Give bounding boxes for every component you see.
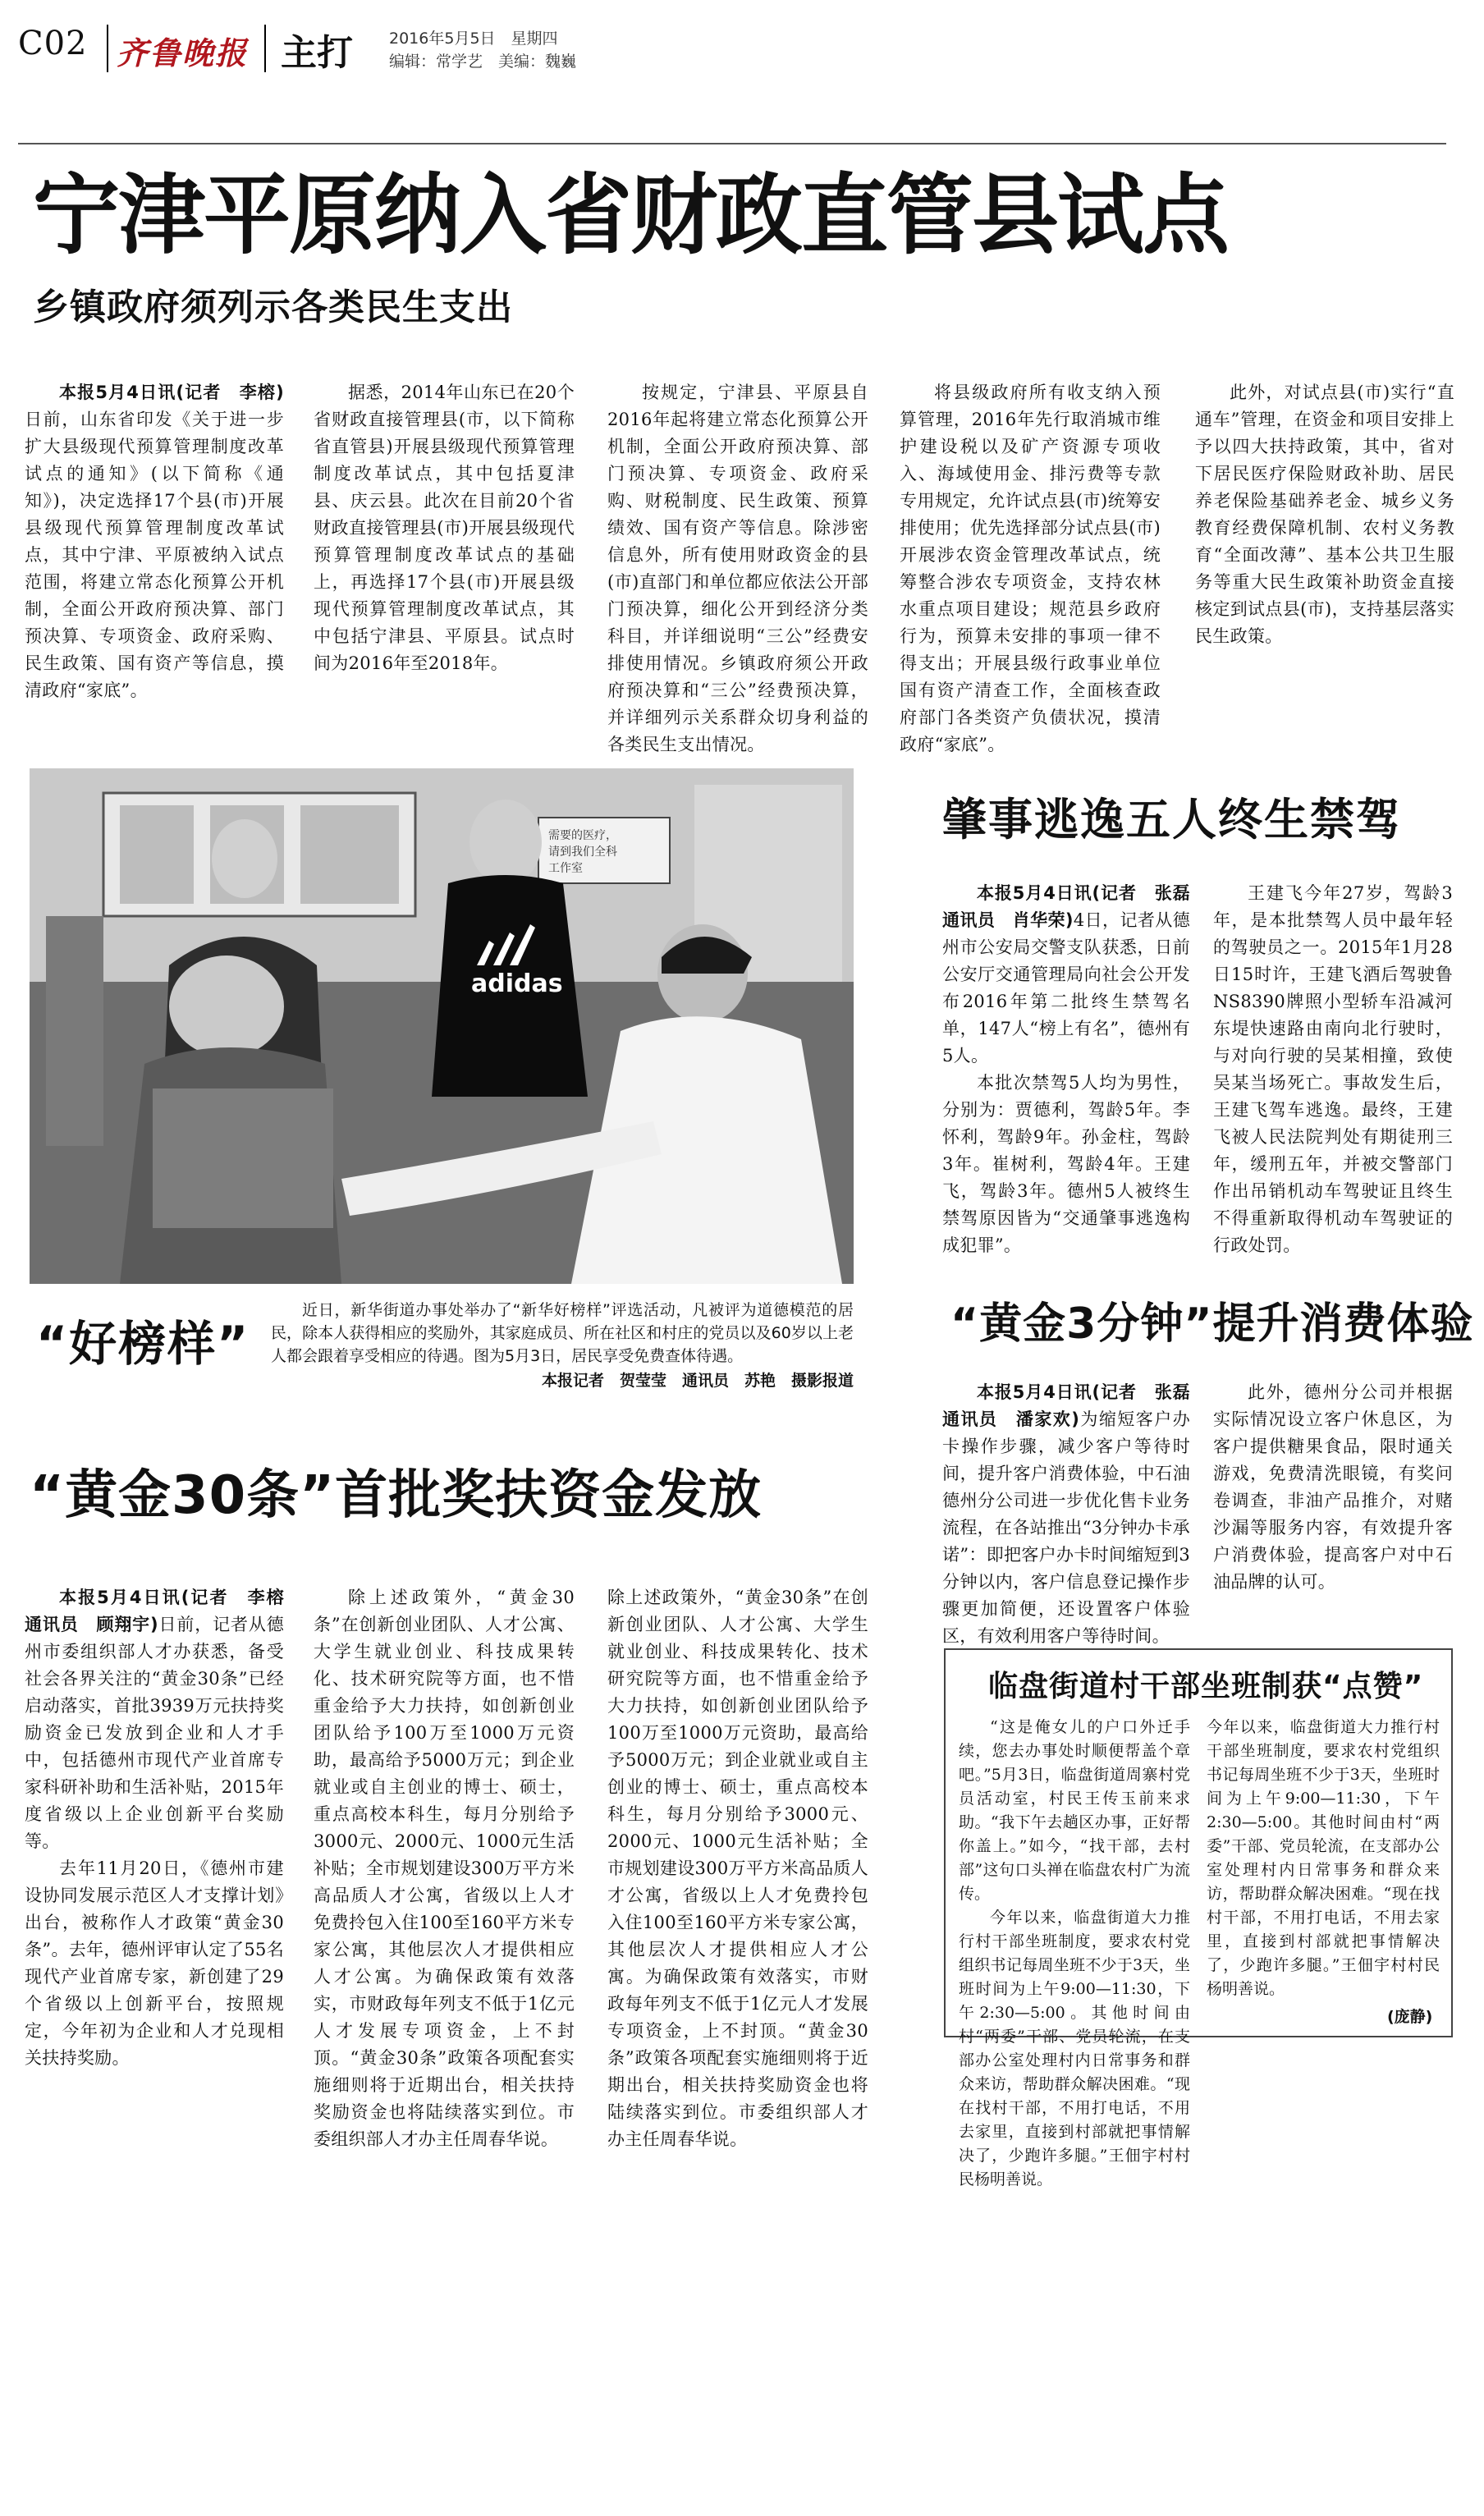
lead-subheadline: 乡镇政府须列示各类民生支出 — [33, 286, 513, 328]
lead-col-3 — [607, 379, 868, 754]
linpan-col-2 — [1207, 1716, 1440, 2001]
lead-paragraph: 按规定，宁津县、平原县自2016年起将建立常态化预算公开机制，全面公开政府预决算、部门预决算、专项资金、政府采购、财税制度、民生政策、预算绩效、国有资产等信息。除涉密信息外，所有使用财政资金的县(市)直部门和单位都应依法公开部门预决算，细化公开到经济分类科目，并详细说明“三公”经费安排使用情况。乡镇政府须公开政府预决算和“三公”经费预决算，并详细列示关系群众切身利益的各类民生支出情况。 — [607, 383, 868, 754]
photo-caption-text: 近日，新华街道办事处举办了“新华好榜样”评选活动，凡被评为道德模范的居民，除本人获得相应的奖励外，其家庭成员、所在社区和村庄的党员以及60岁以上老人都会跟着享受相应的待遇。图为5月3日，居民享受免费查体待遇。 — [271, 1301, 854, 1365]
linpan-paragraph-continued: 今年以来，临盘街道大力推行村干部坐班制度，要求农村党组织书记每周坐班不少于3天，坐班时间为上午9:00—11:30，下午2:30—5:00。其他时间由村“两委”干部、党员轮流，在支部办公室处理村内日常事务和群众来访，帮助群众解决困难。“现在找村干部，不用打电话，不用去家里，直接到村部就把事情解决了，少跑许多腿。”王佃宇村村民杨明善说。 — [1207, 1718, 1440, 1998]
gold3-col-1 — [942, 1379, 1208, 1646]
poster-line: 需要的医疗， — [548, 829, 617, 842]
lead-col-5 — [1195, 379, 1454, 650]
paper-logo: 齐鲁晚报 — [117, 34, 249, 71]
drivers-byline: 本报5月4日讯(记者 张磊 通讯员 肖华荣) — [942, 883, 1208, 930]
gold3-paragraph: 为缩短客户办卡操作步骤，减少客户等待时间，提升客户消费体验，中石油德州分公司进一步优化售卡业务流程，在各站推出“3分钟办卡承诺”：即把客户办卡时间缩短到3分钟以内，客户信息登记操作步骤更加简便，还设置客户体验区，有效利用客户等待时间。 — [942, 1409, 1190, 1646]
poster-line: 工作室 — [548, 862, 583, 875]
linpan-paragraph: “这是俺女儿的户口外迁手续，您去办事处时顺便帮盖个章吧。”5月3日，临盘街道周寨村党员活动室，村民王传玉前来求助。“我下午去趟区办事，正好帮你盖上。”如今，“找干部，去村部”这句口头禅在临盘农村广为流传。 — [959, 1718, 1190, 1903]
drivers-col-2 — [1213, 880, 1453, 1259]
lead-headline: 宁津平原纳入省财政直管县试点 — [33, 165, 1228, 266]
photo-credit: 本报记者 贺莹莹 通讯员 苏艳 摄影报道 — [541, 1372, 854, 1390]
section-name: 主打 — [281, 32, 353, 74]
linpan-paragraph: 今年以来，临盘街道大力推行村干部坐班制度，要求农村党组织书记每周坐班不少于3天，坐班时间为上午9:00—11:30，下午2:30—5:00。其他时间由村“两委”干部、党员轮流，在支部办公室处理村内日常事务和群众来访，帮助群众解决困难。“现在找村干部，不用打电话，不用去家里，直接到村部就把事情解决了，少跑许多腿。”王佃宇村村民杨明善说。 — [959, 1909, 1190, 2188]
gold3-byline: 本报5月4日讯(记者 张磊 通讯员 潘家欢) — [942, 1382, 1208, 1429]
gold30-paragraph: 除上述政策外，“黄金30条”在创新创业团队、人才公寓、大学生就业创业、科技成果转化、技术研究院等方面，也不惜重金给予大力扶持，如创新创业团队给予100万至1000万元资助，最高给予5000万元；到企业就业或自主创业的博士、硕士，重点高校本科生，每月分别给予3000元、2000元、1000元生活补贴；全市规划建设300万平方米高品质人才公寓，省级以上人才免费拎包入住100至160平方米专家公寓，其他层次人才提供相应人才公寓。为确保政策有效落实，市财政每年列支不低于1亿元人才发展专项资金，上不封顶。“黄金30条”政策各项配套实施细则将于近期出台，相关扶持奖励资金也将陆续落实到位。市委组织部人才办主任周春华说。 — [314, 1588, 575, 2149]
linpan-headline: 临盘街道村干部坐班制获“点赞” — [988, 1670, 1424, 1703]
lead-paragraph: 将县级政府所有收支纳入预算管理，2016年先行取消城市维护建设税以及矿产资源专项收入、海域使用金、排污费等专款专用规定，允许试点县(市)统筹安排使用；优先选择部分试点县(市)开展涉农资金管理改革试点，统筹整合涉农专项资金，支持农林水重点项目建设；规范县乡政府行为，预算未安排的事项一律不得支出；开展县级行政事业单位国有资产清查工作，全面核查政府部门各类资产负债状况，摸清政府“家底”。 — [900, 383, 1161, 754]
lead-byline: 本报5月4日讯(记者 李榕) — [59, 383, 284, 402]
gold30-headline: “黄金30条”首批奖扶资金发放 — [30, 1465, 763, 1526]
gold30-paragraph: 日前，记者从德州市委组织部人才办获悉，备受社会各界关注的“黄金30条”已经启动落实，首批3939万元扶持奖励资金已发放到企业和人才手中，包括德州市现代产业首席专家科研补助和生活补贴，2015年度省级以上企业创新平台奖励等。 — [25, 1615, 284, 1851]
editor-credits: 编辑：常学艺 美编：魏巍 — [389, 53, 577, 71]
masthead-divider — [264, 25, 266, 72]
gold30-byline: 本报5月4日讯(记者 李榕 通讯员 顾翔宇) — [25, 1588, 302, 1634]
gold30-paragraph: 去年11月20日，《德州市建设协同发展示范区人才支撑计划》出台，被称作人才政策“黄金30条”。去年，德州评审认定了55名现代产业首席专家，新创建了29个省级以上创新平台，按照规定，今年初为企业和人才兑现相关扶持奖励。 — [25, 1858, 284, 2068]
gold30-col-2 — [314, 1584, 575, 2149]
shirt-brand: adidas — [471, 969, 563, 998]
top-rule — [18, 143, 1446, 144]
drivers-headline: 肇事逃逸五人终生禁驾 — [942, 794, 1402, 846]
photo-illustration — [30, 768, 854, 1284]
gold30-paragraph-continued: 除上述政策外，“黄金30条”在创新创业团队、人才公寓、大学生就业创业、科技成果转化、技术研究院等方面，也不惜重金给予大力扶持，如创新创业团队给予100万至1000万元资助，最高给予5000万元；到企业就业或自主创业的博士、硕士，重点高校本科生，每月分别给予3000元、2000元、1000元生活补贴；全市规划建设300万平方米高品质人才公寓，省级以上人才免费拎包入住100至160平方米专家公寓，其他层次人才提供相应人才公寓。为确保政策有效落实，市财政每年列支不低于1亿元人才发展专项资金，上不封顶。“黄金30条”政策各项配套实施细则将于近期出台，相关扶持奖励资金也将陆续落实到位。市委组织部人才办主任周春华说。 — [607, 1588, 868, 2149]
lead-col-4 — [900, 379, 1161, 754]
lead-paragraph: 日前，山东省印发《关于进一步扩大县级现代预算管理制度改革试点的通知》(以下简称《通知》)，决定选择17个县(市)开展县级现代预算管理制度改革试点，其中宁津、平原被纳入试点范围，将建立常态化预算公开机制，全面公开政府预决算、部门预决算、专项资金、政府采购、民生政策、国有资产等信息，摸清政府“家底”。 — [25, 410, 284, 700]
gold30-col-3 — [607, 1584, 868, 2149]
drivers-col-1 — [942, 880, 1208, 1259]
photo-caption — [271, 1299, 854, 1392]
lead-paragraph: 此外，对试点县(市)实行“直通车”管理，在资金和项目安排上予以四大扶持政策，其中，省对下居民医疗保险财政补助、居民养老保险基础养老金、城乡义务教育经费保障机制、农村义务教育“全面改薄”、基本公共卫生服务等重大民生政策补助资金直接核定到试点县(市)，支持基层落实民生政策。 — [1195, 383, 1454, 646]
lead-paragraph: 据悉，2014年山东已在20个省财政直接管理县(市，以下简称省直管县)开展县级现代预算管理制度改革试点，其中包括夏津县、庆云县。此次在目前20个省财政直接管理县(市)开展县级现代预算管理制度改革试点的基础上，再选择17个县(市)开展县级现代预算管理制度改革试点，其中包括宁津县、平原县。试点时间为2016年至2018年。 — [314, 383, 575, 673]
drivers-paragraph: 4日，记者从德州市公安局交警支队获悉，日前公安厅交通管理局向社会公开发布2016年第二批终生禁驾名单，147人“榜上有名”，德州有5人。 — [942, 910, 1190, 1066]
masthead-divider — [107, 25, 108, 72]
poster-line: 请到我们全科 — [548, 846, 617, 859]
photo-feature-title: “好榜样” — [36, 1316, 250, 1372]
drivers-paragraph: 王建飞今年27岁，驾龄3年，是本批禁驾人员中最年轻的驾驶员之一。2015年1月28日15时许，王建飞酒后驾驶鲁NS8390牌照小型轿车沿减河东堤快速路由南向北行驶时，与对向行驶的吴某相撞，致使吴某当场死亡。事故发生后，王建飞驾车逃逸。最终，王建飞被人民法院判处有期徒刑三年，缓刑五年，并被交警部门作出吊销机动车驾驶证且终生不得重新取得机动车驾驶证的行政处罚。 — [1213, 883, 1453, 1255]
drivers-paragraph: 本批次禁驾5人均为男性，分别为：贾德利，驾龄5年。李怀利，驾龄9年。孙金柱，驾龄3年。崔树利，驾龄4年。王建飞，驾龄3年。德州5人被终生禁驾原因皆为“交通肇事逃逸构成犯罪”。 — [942, 1073, 1190, 1255]
lead-col-2 — [314, 379, 575, 677]
lead-col-1 — [25, 379, 284, 704]
linpan-col-1 — [959, 1716, 1190, 2188]
page-number: C02 — [18, 25, 88, 62]
linpan-author: (庞静) — [1387, 2005, 1432, 2027]
gold30-col-1 — [25, 1584, 302, 2068]
news-photo — [30, 768, 854, 1284]
issue-date: 2016年5月5日 星期四 — [389, 30, 558, 48]
gold3-col-2 — [1213, 1379, 1453, 1596]
gold3-paragraph: 此外，德州分公司并根据实际情况设立客户休息区，为客户提供糖果食品，限时通关游戏，免费清洗眼镜，有奖问卷调查，非油产品推介，对赌沙漏等服务内容，有效提升客户消费体验，提高客户对中石油品牌的认可。 — [1213, 1382, 1453, 1592]
gold3-headline: “黄金3分钟”提升消费体验 — [950, 1299, 1474, 1349]
